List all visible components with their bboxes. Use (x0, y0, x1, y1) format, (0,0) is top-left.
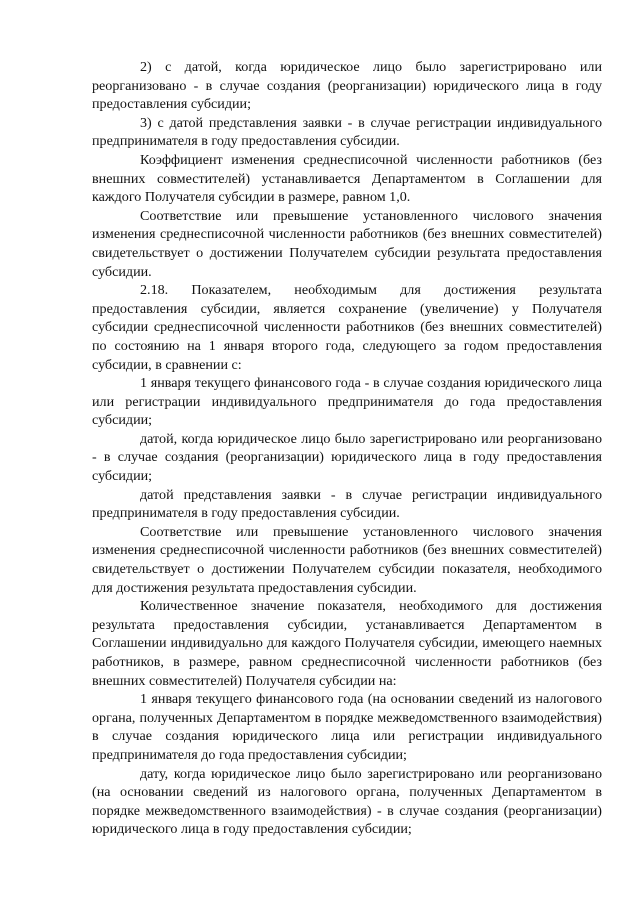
paragraph-application-date: датой представления заявки - в случае регистрации индивидуального предпринимателя в году предоставления субсидии. (92, 486, 602, 522)
paragraph-registration-date-tax: дату, когда юридическое лицо было зарегистрировано или реорганизовано (на основании сведений из налогового органа, полученных Департаментом в порядке межведомственного взаимодействия) - в случае создания (реорганизации) юридического лица в году предоставления субсидии; (92, 765, 602, 838)
paragraph-item-3: 3) с датой представления заявки - в случае регистрации индивидуального предпринимателя в году предоставления субсидии. (92, 114, 602, 150)
paragraph-item-2: 2) с датой, когда юридическое лицо было зарегистрировано или реорганизовано - в случае создания (реорганизации) юридического лица в году предоставления субсидии; (92, 59, 602, 113)
paragraph-quantitative-value: Количественное значение показателя, необходимого для достижения результата предоставления субсидии, устанавливается Департаментом в Соглашении индивидуально для каждого Получателя субсидии, имеющего наемных работников, в размере, равном среднесписочной численности работников (без внешних совместителей) Получателя субсидии на: (92, 598, 602, 689)
paragraph-compliance-result: Соответствие или превышение установленного числового значения изменения среднесписочной численности работников (без внешних совместителей) свидетельствует о достижении Получателем субсидии результата предоставления субсидии. (92, 207, 602, 280)
paragraph-registration-date: датой, когда юридическое лицо было зарегистрировано или реорганизовано - в случае создания (реорганизации) юридического лица в году предоставления субсидии; (92, 430, 602, 485)
paragraph-2-18: 2.18. Показателем, необходимым для достижения результата предоставления субсидии, является сохранение (увеличение) у Получателя субсидии среднесписочной численности работников (без внешних совместителей) по состоянию на 1 января второго года, следующего за годом предоставления субсидии, в сравнении с: (92, 282, 602, 373)
paragraph-january-first-tax: 1 января текущего финансового года (на основании сведений из налогового органа, полученных Департаментом в порядке межведомственного взаимодействия) в случае создания юридического лица или регистрации индивидуального предпринимателя до года предоставления субсидии; (92, 691, 602, 763)
paragraph-coefficient: Коэффициент изменения среднесписочной численности работников (без внешних совместителей) устанавливается Департаментом в Соглашении для каждого Получателя субсидии в размере, равном 1,0. (92, 151, 602, 206)
paragraph-compliance-indicator: Соответствие или превышение установленного числового значения изменения среднесписочной численности работников (без внешних совместителей) свидетельствует о достижении Получателем субсидии показателя, необходимого для достижения результата предоставления субсидии. (92, 523, 602, 596)
paragraph-january-first: 1 января текущего финансового года - в случае создания юридического лица или регистрации индивидуального предпринимателя до года предоставления субсидии; (92, 375, 602, 429)
